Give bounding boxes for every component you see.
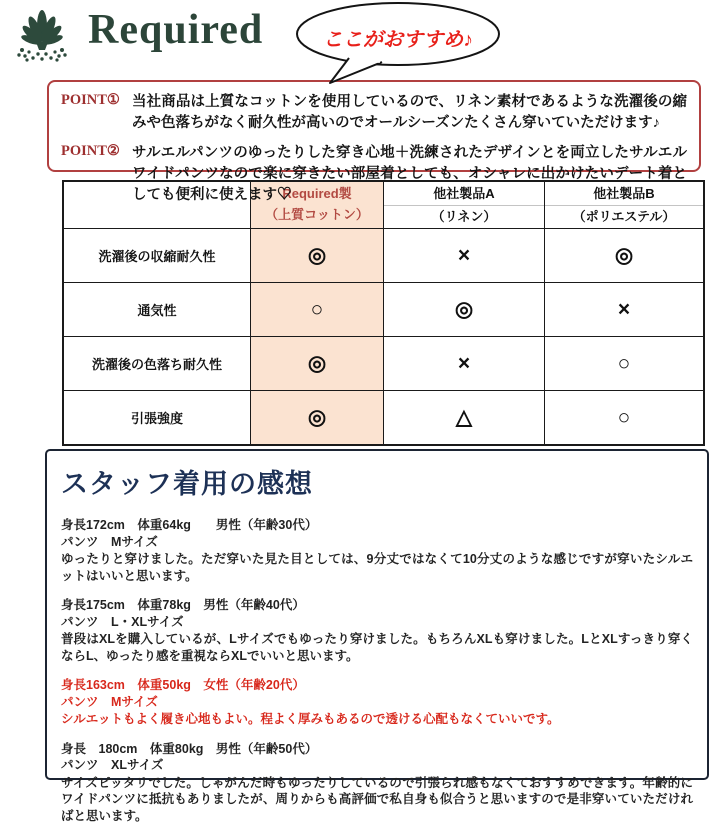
header-a-line2: （リネン） — [384, 206, 544, 228]
review-size: パンツ L・XLサイズ — [61, 614, 693, 631]
cell-required: ◎ — [251, 391, 384, 446]
point-1-label: POINT① — [61, 92, 123, 134]
review-size: パンツ Mサイズ — [61, 694, 693, 711]
cell-required: ◎ — [251, 337, 384, 391]
staff-reviews-box — [45, 449, 709, 780]
cell-b: ○ — [545, 391, 705, 446]
review-comment: ゆったりと穿けました。ただ穿いた見た目としては、9分丈ではなくて10分丈のような感じですが穿いたシルエットはいいと思います。 — [61, 551, 693, 584]
review-comment: 普段はXLを購入しているが、Lサイズでもゆったり穿けました。もちろんXLも穿けました。LとXLすっきり穿くならL、ゆったり感を重視ならXLでいいと思います。 — [61, 631, 693, 664]
point-2-text: サルエルパンツのゆったりした穿き心地＋洗練されたデザインとを両立したサルエルワイドパンツなので楽に穿きたい部屋着としても、オシャレに出かけたいデート着としても便利に使えます♡ — [132, 143, 687, 206]
staff-review-1 — [61, 517, 693, 584]
bubble-text: ここがおすすめ♪ — [292, 23, 504, 52]
review-comment: シルエットもよく履き心地もよい。程よく厚みもあるので透ける心配もなくていいです。 — [61, 711, 693, 728]
point-1-text: 当社商品は上質なコットンを使用しているので、リネン素材であるような洗濯後の縮みや色落ちがなく耐久性が高いのでオールシーズンたくさん穿いていただけます♪ — [132, 92, 687, 134]
brand-logo — [10, 2, 263, 62]
table-row — [63, 337, 704, 391]
point-2-label: POINT② — [61, 143, 123, 206]
staff-review-3 — [61, 677, 693, 728]
cell-required: ◎ — [251, 229, 384, 283]
table-row — [63, 283, 704, 337]
cell-a: × — [384, 229, 545, 283]
cell-b: × — [545, 283, 705, 337]
row-label: 通気性 — [63, 283, 251, 337]
header-a-line1: 他社製品A — [384, 183, 544, 206]
review-size: パンツ XLサイズ — [61, 757, 693, 774]
row-label: 洗濯後の色落ち耐久性 — [63, 337, 251, 391]
header-b-line2: （ポリエステル） — [545, 206, 703, 228]
point-2 — [61, 143, 687, 206]
cell-a: × — [384, 337, 545, 391]
review-size: パンツ Mサイズ — [61, 534, 693, 551]
point-1 — [61, 92, 687, 134]
row-label: 洗濯後の収縮耐久性 — [63, 229, 251, 283]
staff-review-4 — [61, 741, 693, 824]
cell-a: ◎ — [384, 283, 545, 337]
table-row — [63, 229, 704, 283]
table-row — [63, 391, 704, 446]
review-comment: サイズピッタリでした。しゃがんだ時もゆったりしているので引張られ感もなくておすすめできます。年齢的にワイドパンツに抵抗もありましたが、周りからも高評価で私自身も似合うと思いますので是非穿いていただければと思います。 — [61, 775, 693, 824]
cell-b: ◎ — [545, 229, 705, 283]
cell-required: ○ — [251, 283, 384, 337]
header-required-line2: （上質コットン） — [251, 205, 383, 226]
header-b-line1: 他社製品B — [545, 183, 703, 206]
speech-bubble — [292, 0, 504, 86]
staff-review-2 — [61, 597, 693, 664]
cell-a: △ — [384, 391, 545, 446]
brand-logo-text: Required — [88, 6, 263, 54]
row-label: 引張強度 — [63, 391, 251, 446]
review-profile: 身長163cm 体重50kg 女性（年齢20代） — [61, 677, 693, 694]
points-box — [47, 80, 701, 172]
header-required-line1: Required製 — [251, 184, 383, 205]
review-profile: 身長172cm 体重64kg 男性（年齢30代） — [61, 517, 693, 534]
cell-b: ○ — [545, 337, 705, 391]
staff-section-title: スタッフ着用の感想 — [61, 462, 693, 501]
review-profile: 身長175cm 体重78kg 男性（年齢40代） — [61, 597, 693, 614]
review-profile: 身長 180cm 体重80kg 男性（年齢50代） — [61, 741, 693, 758]
material-comparison-table — [62, 180, 705, 446]
palmette-logo-icon — [10, 2, 74, 62]
